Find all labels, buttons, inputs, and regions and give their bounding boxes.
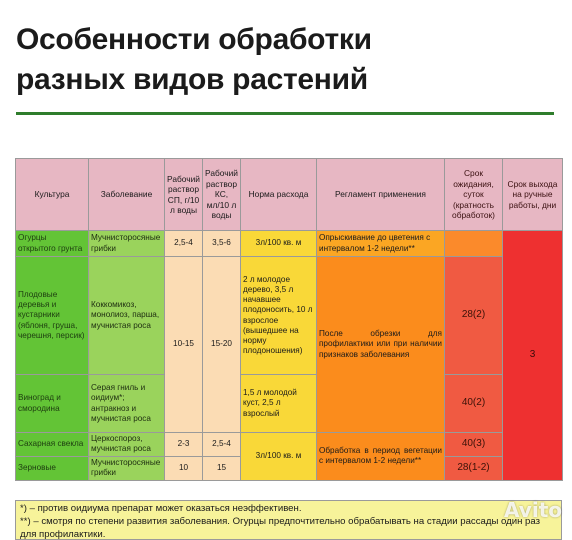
header-wait: Срок ожидания, суток (кратность обработок): [445, 159, 503, 231]
table-row: [16, 257, 563, 375]
table-row: [16, 433, 563, 457]
cell-wait: 40(2): [445, 375, 503, 433]
header-rate-sp: Рабочий раствор СП, г/10 л воды: [165, 159, 203, 231]
header-disease: Заболевание: [89, 159, 165, 231]
header-manual: Срок выхода на ручные работы, дни: [503, 159, 563, 231]
cell-regulation-merged: Обработка в период вегетации с интервалом 1-2 недели**: [317, 433, 445, 481]
table-header-row: [16, 159, 563, 231]
cell-crop: Сахарная свекла: [16, 433, 89, 457]
cell-norm-merged: 3л/100 кв. м: [241, 433, 317, 481]
title-divider: [16, 112, 554, 115]
cell-disease: Коккомикоз, монолиоз, парша, мучнистая роса: [89, 257, 165, 375]
cell-wait: 40(3): [445, 433, 503, 457]
cell-manual-merged: 3: [503, 231, 563, 481]
treatment-table: [15, 158, 563, 481]
cell-disease: Церкоспороз, мучнистая роса: [89, 433, 165, 457]
cell-norm: 2 л молодое дерево, 3,5 л начавшее плодоносить, 10 л взрослое (вышедшее на норму плодоношения): [241, 257, 317, 375]
cell-wait: 28(2): [445, 257, 503, 375]
cell-rate-ks: 3,5-6: [203, 231, 241, 257]
cell-wait: 28(1-2): [445, 456, 503, 480]
cell-rate-sp: 10: [165, 456, 203, 480]
cell-crop: Плодовые деревья и кустарники (яблоня, груша, черешня, персик): [16, 257, 89, 375]
page-title: [16, 20, 556, 100]
footnotes: [15, 500, 562, 540]
page-title-line-2: разных видов растений: [16, 63, 368, 96]
page-title-line-1: Особенности обработки: [16, 23, 372, 56]
cell-wait: [445, 231, 503, 257]
header-rate-ks: Рабочий раствор КС, мл/10 л воды: [203, 159, 241, 231]
cell-rate-ks: 2,5-4: [203, 433, 241, 457]
cell-disease: Мучнисторосяные грибки: [89, 231, 165, 257]
table-row: [16, 375, 563, 433]
header-crop: Культура: [16, 159, 89, 231]
cell-rate-ks: 15: [203, 456, 241, 480]
cell-crop: Виноград и смородина: [16, 375, 89, 433]
cell-crop: Зерновые: [16, 456, 89, 480]
cell-norm: 1,5 л молодой куст, 2,5 л взрослый: [241, 375, 317, 433]
cell-rate-sp: 2,5-4: [165, 231, 203, 257]
cell-regulation-merged: После обрезки для профилактики или при наличии признаков заболевания: [317, 257, 445, 433]
header-norm: Норма расхода: [241, 159, 317, 231]
cell-rate-sp: 2-3: [165, 433, 203, 457]
footnote-2: **) – смотря по степени развития заболевания. Огурцы предпочтительно обрабатывать на стадии рассады один раз для профилактики.: [20, 516, 541, 540]
footnote-1: *) – против оидиума препарат может оказаться неэффективен.: [20, 503, 302, 514]
cell-crop: Огурцы открытого грунта: [16, 231, 89, 257]
cell-disease: Мучнисторосяные грибки: [89, 456, 165, 480]
table-row: [16, 231, 563, 257]
cell-norm: 3л/100 кв. м: [241, 231, 317, 257]
cell-rate-ks-merged: 15-20: [203, 257, 241, 433]
cell-regulation: Опрыскивание до цветения с интервалом 1-2 недели**: [317, 231, 445, 257]
avito-watermark: Avito: [504, 498, 562, 522]
cell-rate-sp-merged: 10-15: [165, 257, 203, 433]
cell-disease: Серая гниль и оидиум*; антракноз и мучнистая роса: [89, 375, 165, 433]
header-regulation: Регламент применения: [317, 159, 445, 231]
